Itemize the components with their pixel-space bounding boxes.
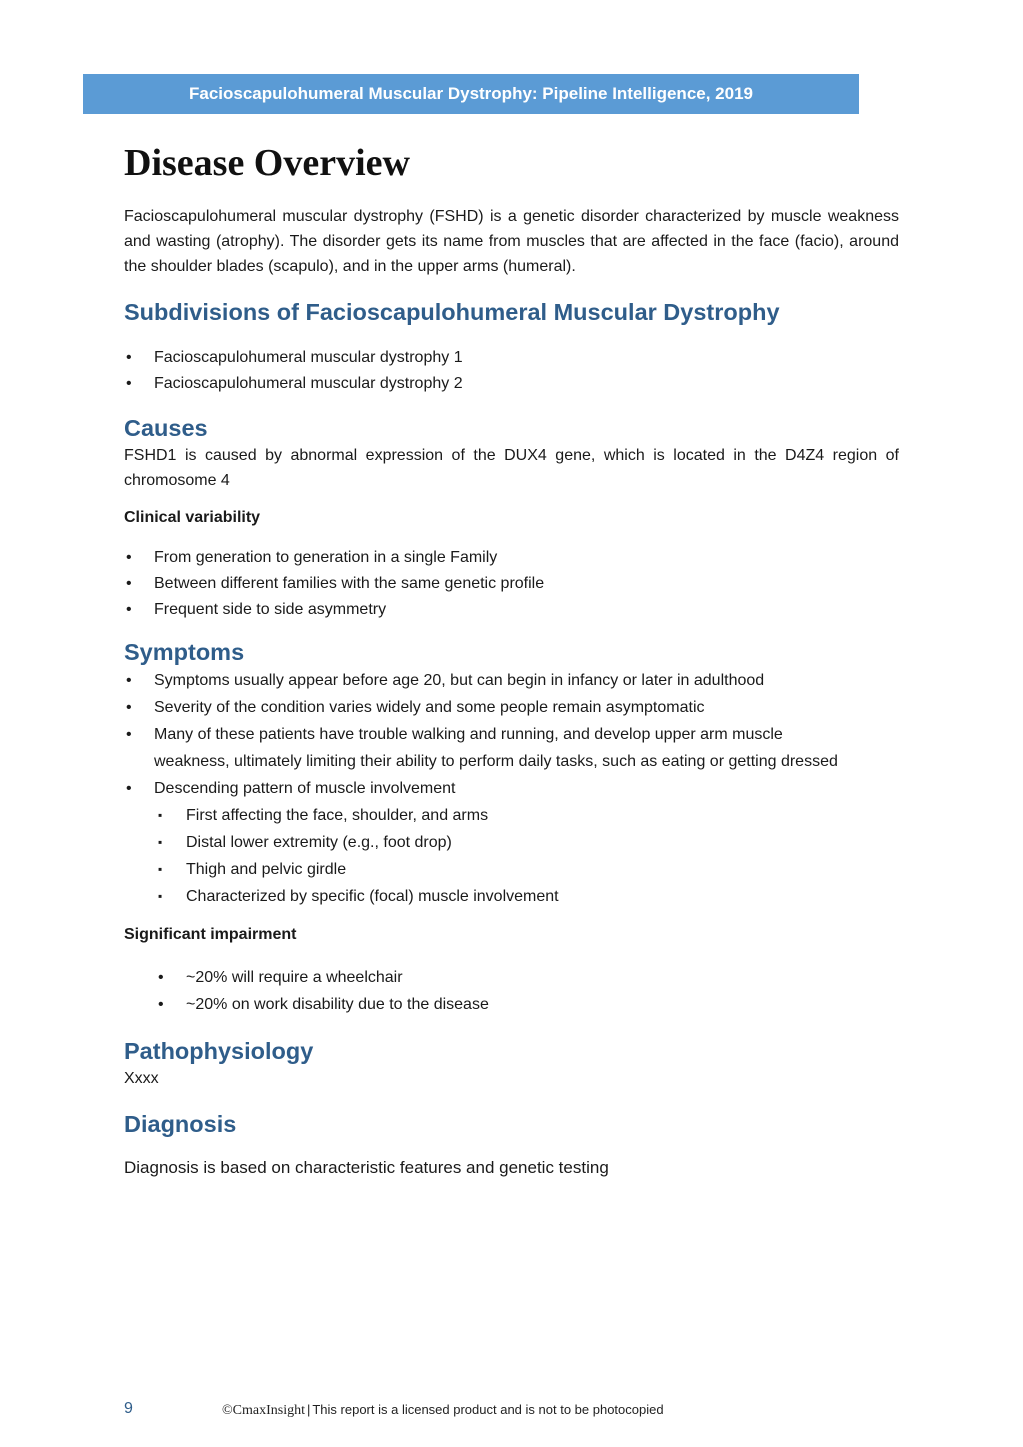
causes-heading: Causes: [124, 415, 208, 441]
clinical-variability-heading: Clinical variability: [124, 509, 261, 526]
page-footer: [0, 1400, 1023, 1424]
banner-title: Facioscapulohumeral Muscular Dystrophy: Pipeline Intelligence, 2019: [188, 84, 753, 103]
header-banner: [83, 74, 859, 114]
subdivisions-list: [124, 345, 899, 397]
footer-notice: [222, 1402, 664, 1419]
page-number: 9: [124, 1400, 133, 1417]
list-item: • Between different families with the same genetic profile: [124, 571, 899, 597]
intro-paragraph: Facioscapulohumeral muscular dystrophy (FSHD) is a genetic disorder characterized by muscle weakness and wasting (atrophy). The disorder gets its name from muscles that are affected in the face (facio), around the shoulder blades (scapulo), and in the upper arms (humeral).: [124, 208, 899, 275]
symptoms-list: [124, 667, 899, 802]
document-body: [124, 138, 899, 1180]
list-item: ▪ Distal lower extremity (e.g., foot drop): [124, 829, 899, 856]
clinical-variability-list: [124, 545, 899, 623]
subdivisions-heading: Subdivisions of Facioscapulohumeral Muscular Dystrophy: [124, 299, 780, 325]
impairment-list: [124, 964, 899, 1018]
list-item: ▪ Characterized by specific (focal) muscle involvement: [124, 883, 899, 910]
list-item: • Frequent side to side asymmetry: [124, 597, 899, 623]
significant-impairment-heading: Significant impairment: [124, 926, 297, 943]
diagnosis-paragraph: Diagnosis is based on characteristic features and genetic testing: [124, 1158, 609, 1177]
diagnosis-heading: Diagnosis: [124, 1111, 237, 1137]
list-item: ▪ Thigh and pelvic girdle: [124, 856, 899, 883]
list-item: • Many of these patients have trouble walking and running, and develop upper arm muscle weakness, ultimately limiting their ability to perform daily tasks, such as eating or getting dressed: [124, 721, 899, 775]
pathophysiology-heading: Pathophysiology: [124, 1038, 314, 1064]
license-notice: This report is a licensed product and is not to be photocopied: [312, 1402, 664, 1417]
list-item: • Descending pattern of muscle involvement: [124, 775, 899, 802]
list-item: • Facioscapulohumeral muscular dystrophy 1: [124, 345, 899, 371]
list-item: • ~20% will require a wheelchair: [124, 964, 899, 991]
brand-name: ©CmaxInsight: [222, 1403, 305, 1418]
symptoms-heading: Symptoms: [124, 639, 245, 665]
list-item: • ~20% on work disability due to the disease: [124, 991, 899, 1018]
muscle-involvement-list: [124, 802, 899, 910]
list-item: • From generation to generation in a single Family: [124, 545, 899, 571]
footer-separator: |: [306, 1402, 311, 1417]
page-title: Disease Overview: [124, 142, 410, 184]
pathophysiology-paragraph: Xxxx: [124, 1070, 159, 1087]
list-item: • Severity of the condition varies widely and some people remain asymptomatic: [124, 694, 899, 721]
list-item: ▪ First affecting the face, shoulder, and arms: [124, 802, 899, 829]
list-item: • Symptoms usually appear before age 20, but can begin in infancy or later in adulthood: [124, 667, 899, 694]
causes-paragraph: FSHD1 is caused by abnormal expression of the DUX4 gene, which is located in the D4Z4 region of chromosome 4: [124, 447, 899, 489]
list-item: • Facioscapulohumeral muscular dystrophy 2: [124, 371, 899, 397]
